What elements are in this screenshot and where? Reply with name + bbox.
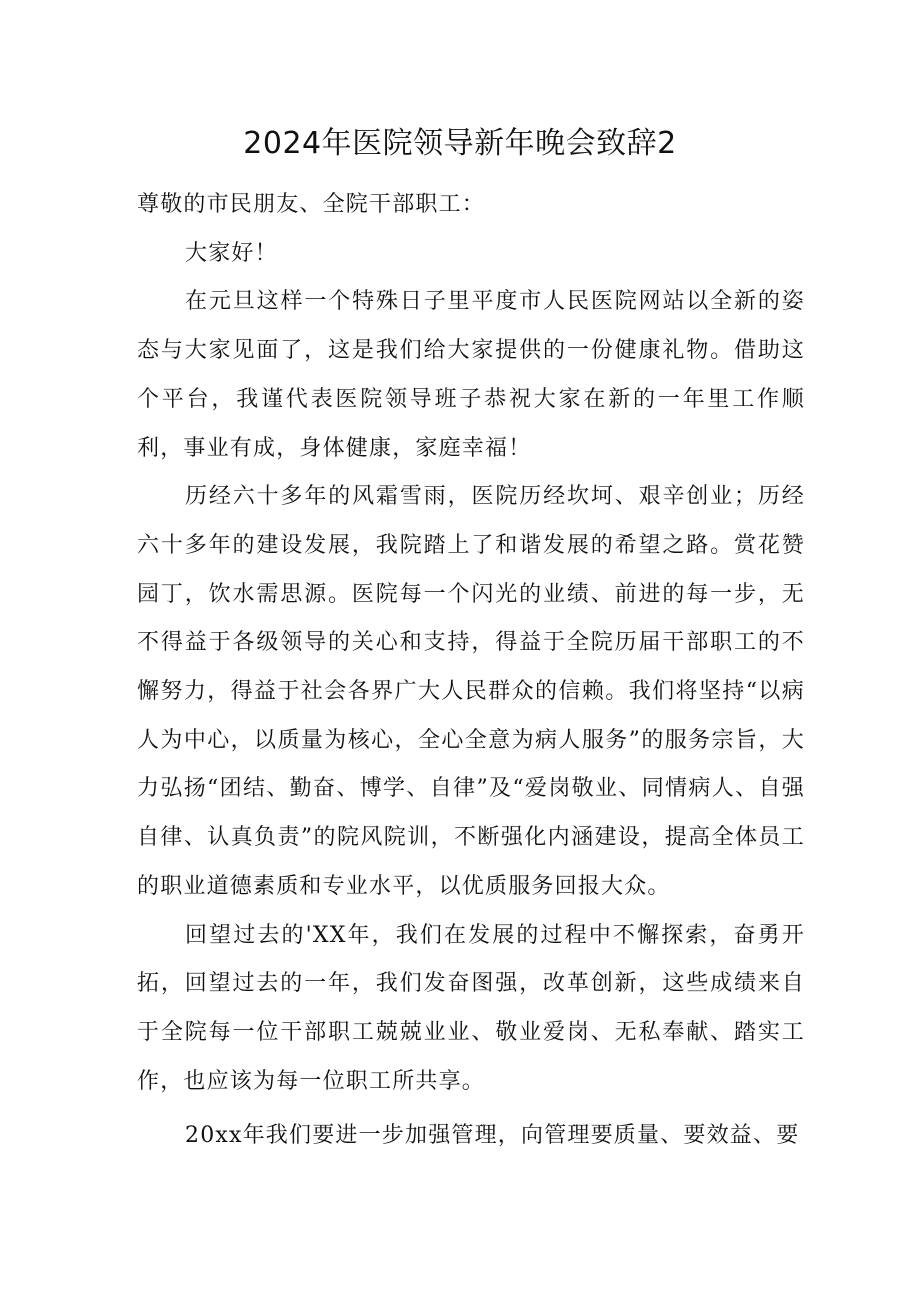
paragraph-greeting: 大家好！ [185,240,278,266]
document-title: 2024年医院领导新年晚会致辞2 [243,126,677,161]
paragraph-website-launch: 在元旦这样一个特殊日子里平度市人民医院网站以全新的姿态与大家见面了，这是我们给大家提供的一份健康礼物。借助这个平台，我谨代表医院领导班子恭祝大家在新的一年里工作顺利，事业有成，身体健康，家庭幸福！ [137,289,805,461]
paragraph-review-past-year: 回望过去的'XX年，我们在发展的过程中不懈探索，奋勇开拓，回望过去的一年，我们发奋图强，改革创新，这些成绩来自于全院每一位干部职工兢兢业业、敬业爱岗、无私奉献、踏实工作，也应该为每一位职工所共享。 [137,922,805,1094]
paragraph-hospital-history: 历经六十多年的风霜雪雨，医院历经坎坷、艰辛创业；历经六十多年的建设发展，我院踏上了和谐发展的希望之路。赏花赞园丁，饮水需思源。医院每一个闪光的业绩、前进的每一步，无不得益于各级领导的关心和支持，得益于全院历届干部职工的不懈努力，得益于社会各界广大人民群众的信赖。我们将坚持“以病人为中心，以质量为核心，全心全意为病人服务”的服务宗旨，大力弘扬“团结、勤奋、博学、自律”及“爱岗敬业、同情病人、自强自律、认真负责”的院风院训，不断强化内涵建设，提高全体员工的职业道德素质和专业水平，以优质服务回报大众。 [137,484,805,899]
document-body [137,181,805,1161]
paragraph-next-year-plan: 20xx年我们要进一步加强管理，向管理要质量、要效益、要 [185,1123,800,1149]
salutation: 尊敬的市民朋友、全院干部职工： [137,192,486,217]
